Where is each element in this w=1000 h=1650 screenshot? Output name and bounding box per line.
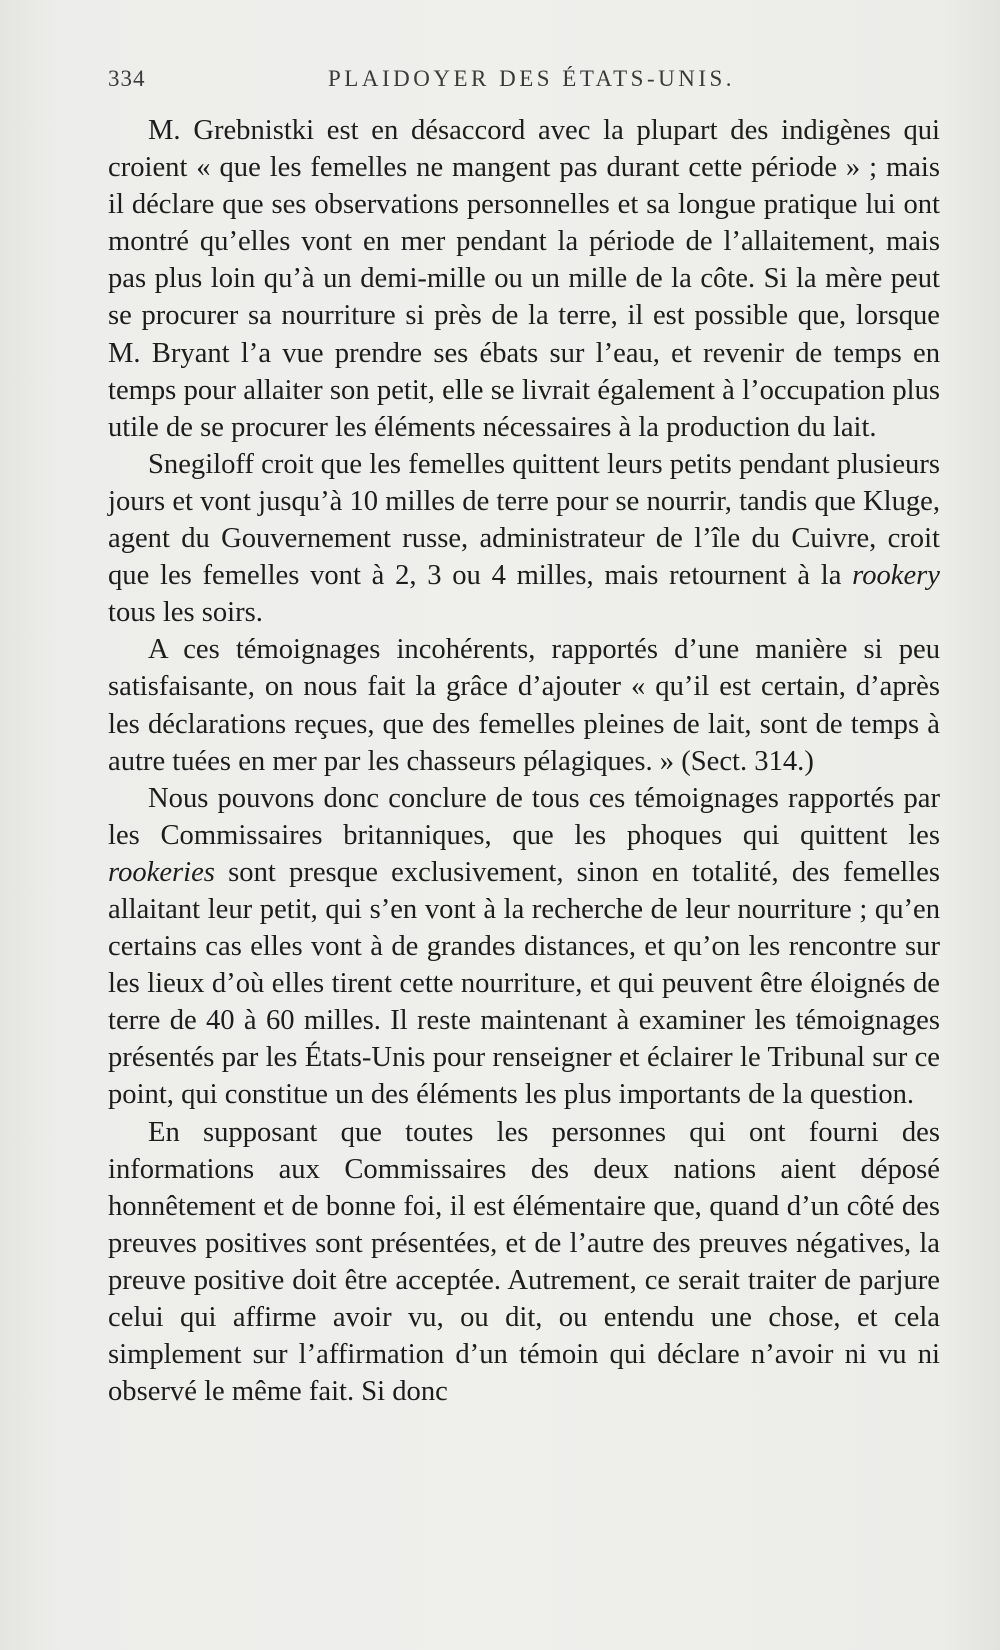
running-title: PLAIDOYER DES ÉTATS-UNIS. xyxy=(328,66,736,91)
italic-term-rookery: rookery xyxy=(852,560,940,592)
paragraph-grebnistki xyxy=(108,112,940,446)
page-header xyxy=(108,66,940,100)
italic-term-rookeries: rookeries xyxy=(108,856,215,888)
paragraph-text: Snegiloff croit que les femelles quittent leurs petits pendant plusieurs jours et vont jusqu’à 10 milles de terre pour se nourrir, tandis que Kluge, agent du Gouvernement russe, administrateur de l’île du Cuivre, croit que les femelles vont à 2, 3 ou 4 milles, mais retournent à la xyxy=(108,448,940,592)
paragraph-snegiloff xyxy=(108,446,940,631)
paragraph-text: M. Grebnistki est en désaccord avec la plupart des indigènes qui croient « que les femelles ne mangent pas durant cette période » ; mais il déclare que ses observations personnelles et sa longue pratique lui ont montré qu’elles vont en mer pendant la période de l’allaitement, mais pas plus loin qu’à un demi-mille ou un mille de la côte. Si la mère peut se procurer sa nourriture si près de la terre, il est possible que, lorsque M. Bryant l’a vue prendre ses ébats sur l’eau, et revenir de temps en temps pour allaiter son petit, elle se livrait également à l’occupation plus utile de se procurer les éléments nécessaires à la production du lait. xyxy=(108,115,940,443)
page-number: 334 xyxy=(108,66,146,91)
paragraph-text: tous les soirs. xyxy=(108,597,263,629)
paragraph-preuves xyxy=(108,1114,940,1411)
body-text xyxy=(108,112,940,1410)
paragraph-text: En supposant que toutes les personnes qui ont fourni des informations aux Commissaires des deux nations aient déposé honnêtement et de bonne foi, il est élémentaire que, quand d’un côté des preuves positives sont présentées, et de l’autre des preuves négatives, la preuve positive doit être acceptée. Autrement, ce serait traiter de parjure celui qui affirme avoir vu, ou dit, ou entendu une chose, et cela simplement sur l’affirmation d’un témoin qui déclare n’avoir ni vu ni observé le même fait. Si donc xyxy=(108,1116,940,1408)
paragraph-text: A ces témoignages incohérents, rapportés d’une manière si peu satisfaisante, on nous fait la grâce d’ajouter « qu’il est certain, d’après les déclarations reçues, que des femelles pleines de lait, sont de temps à autre tuées en mer par les chasseurs pélagiques. » (Sect. 314.) xyxy=(108,634,940,777)
paragraph-text: sont presque exclusivement, sinon en totalité, des femelles allaitant leur petit, qui s’en vont à la recherche de leur nourriture ; qu’en certains cas elles vont à de grandes distances, et qu’on les rencontre sur les lieux d’où elles tirent cette nourriture, et qui peuvent être éloignés de terre de 40 à 60 milles. Il reste maintenant à examiner les témoignages présentés par les États-Unis pour renseigner et éclairer le Tribunal sur ce point, qui constitue un des éléments les plus importants de la question. xyxy=(108,856,940,1111)
paragraph-text: Nous pouvons donc conclure de tous ces témoignages rapportés par les Commissaires britanniques, que les phoques qui quittent les xyxy=(108,782,940,851)
paragraph-temoignages xyxy=(108,631,940,779)
paragraph-conclusion xyxy=(108,780,940,1114)
